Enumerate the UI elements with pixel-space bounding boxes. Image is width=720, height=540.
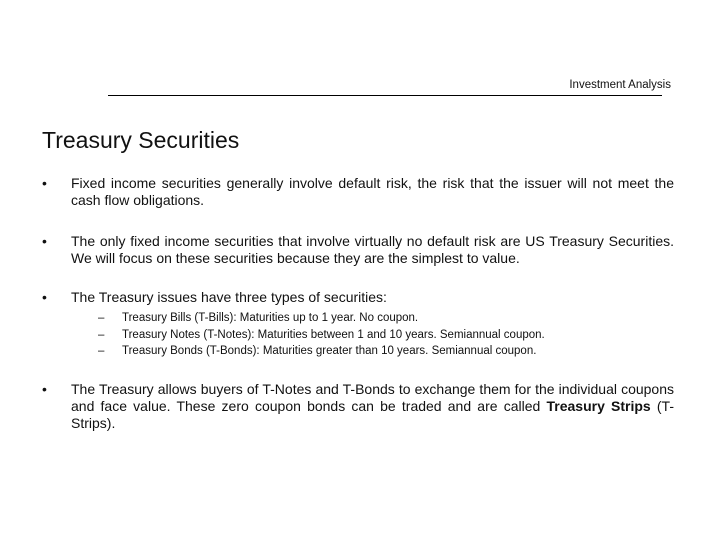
sub-list bbox=[98, 310, 674, 360]
sub-item bbox=[98, 310, 674, 327]
sub-item bbox=[98, 327, 674, 344]
bullet-item bbox=[42, 233, 674, 267]
bullet-marker: • bbox=[42, 233, 47, 249]
bullet-text-start: The Treasury allows buyers of T-Notes and T-Bonds to exchange them for the individual coupons and face value. These zero coupon bonds can be traded and are called bbox=[71, 381, 674, 414]
bullet-item bbox=[42, 381, 674, 432]
sub-item-text: Treasury Bonds (T-Bonds): Maturities greater than 10 years. Semiannual coupon. bbox=[122, 345, 537, 357]
sub-marker: – bbox=[98, 345, 105, 357]
bullet-item bbox=[42, 175, 674, 209]
sub-marker: – bbox=[98, 312, 105, 324]
header-rule bbox=[108, 95, 662, 96]
bullet-text-end: (T-Strips). bbox=[71, 398, 675, 431]
sub-marker: – bbox=[98, 328, 105, 341]
header-label: Investment Analysis bbox=[569, 79, 671, 91]
bullet-text: The Treasury issues have three types of securities: bbox=[71, 289, 387, 305]
bullet-text: Fixed income securities generally involve default risk, the risk that the issuer will not meet the cash flow obligations. bbox=[71, 175, 674, 208]
bullet-item bbox=[42, 289, 674, 306]
bullet-marker: • bbox=[42, 381, 47, 397]
treasury-strips-term: Treasury Strips bbox=[546, 398, 651, 414]
bullet-marker: • bbox=[42, 289, 47, 305]
sub-item bbox=[98, 343, 674, 360]
sub-item-text: Treasury Notes (T-Notes): Maturities between 1 and 10 years. Semiannual coupon. bbox=[122, 328, 545, 341]
bullet-text bbox=[71, 381, 674, 432]
sub-item-text: Treasury Bills (T-Bills): Maturities up to 1 year. No coupon. bbox=[122, 312, 419, 324]
slide-title: Treasury Securities bbox=[42, 127, 240, 153]
bullet-marker: • bbox=[42, 175, 47, 191]
bullet-text: The only fixed income securities that involve virtually no default risk are US Treasury Securities. We will focus on these securities because they are the simplest to value. bbox=[71, 233, 674, 266]
